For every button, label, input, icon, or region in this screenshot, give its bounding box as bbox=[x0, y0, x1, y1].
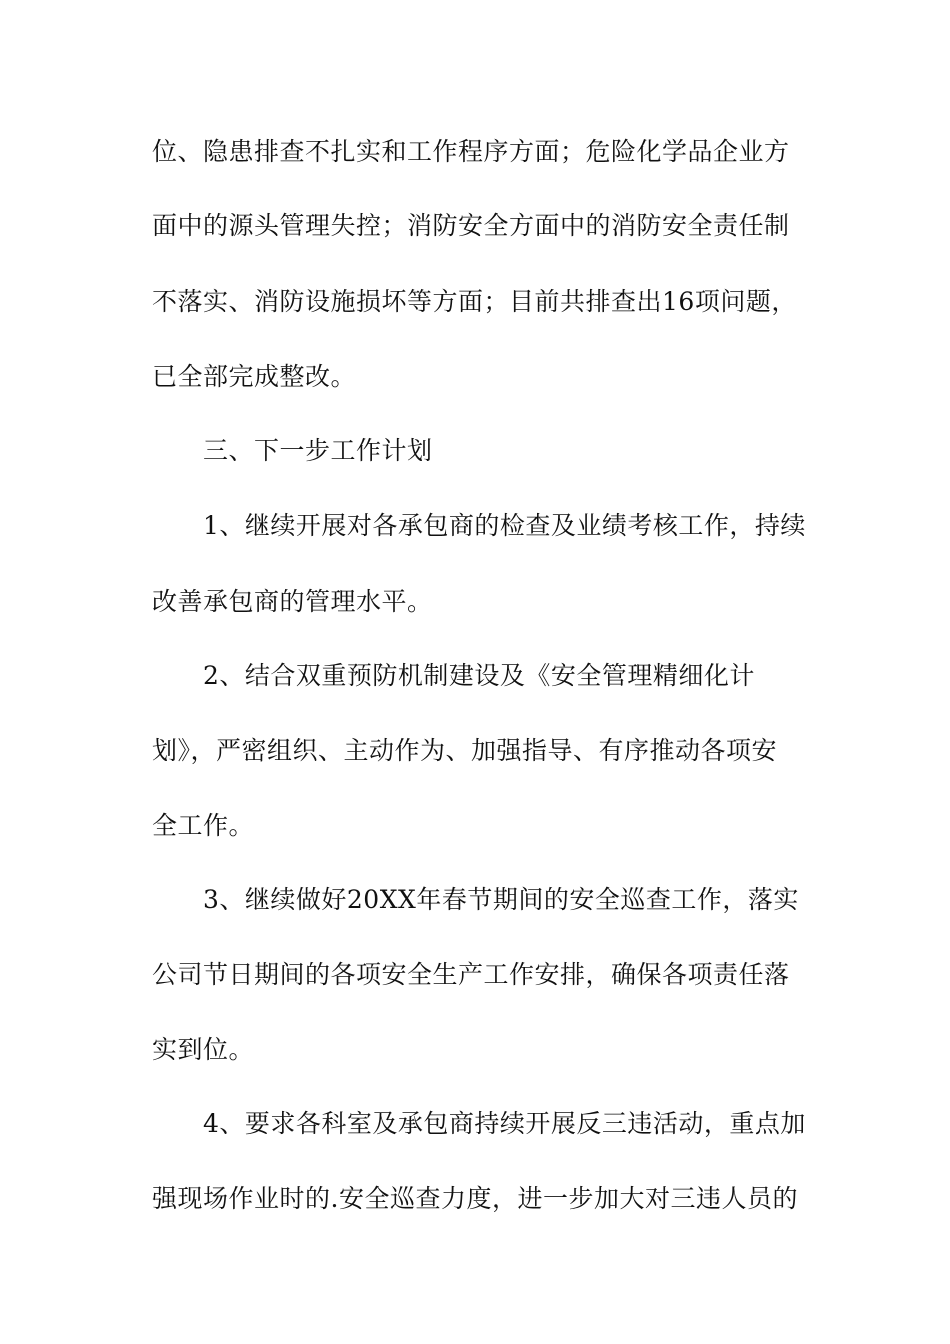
body-text-line: 强现场作业时的.安全巡查力度，进一步加大对三违人员的 bbox=[152, 1184, 798, 1213]
list-item-4: 4、要求各科室及承包商持续开展反三违活动，重点加 bbox=[203, 1109, 806, 1138]
body-text-line: 改善承包商的管理水平。 bbox=[152, 587, 433, 616]
body-text-line: 不落实、消防设施损坏等方面；目前共排查出16项问题， bbox=[152, 287, 797, 316]
body-text-line: 全工作。 bbox=[152, 811, 255, 840]
list-item-2: 2、结合双重预防机制建设及《安全管理精细化计 bbox=[203, 661, 755, 690]
body-text-line: 公司节日期间的各项安全生产工作安排，确保各项责任落 bbox=[152, 960, 790, 989]
list-item-1: 1、继续开展对各承包商的检查及业绩考核工作，持续 bbox=[203, 511, 806, 540]
body-text-line: 位、隐患排查不扎实和工作程序方面；危险化学品企业方 bbox=[152, 137, 790, 166]
body-text-line: 已全部完成整改。 bbox=[152, 362, 357, 391]
body-text-line: 实到位。 bbox=[152, 1035, 255, 1064]
list-item-3: 3、继续做好20XX年春节期间的安全巡查工作，落实 bbox=[203, 885, 799, 914]
body-text-line: 面中的源头管理失控；消防安全方面中的消防安全责任制 bbox=[152, 211, 790, 240]
section-heading: 三、下一步工作计划 bbox=[203, 436, 433, 465]
body-text-line: 划》，严密组织、主动作为、加强指导、有序推动各项安 bbox=[152, 736, 778, 765]
